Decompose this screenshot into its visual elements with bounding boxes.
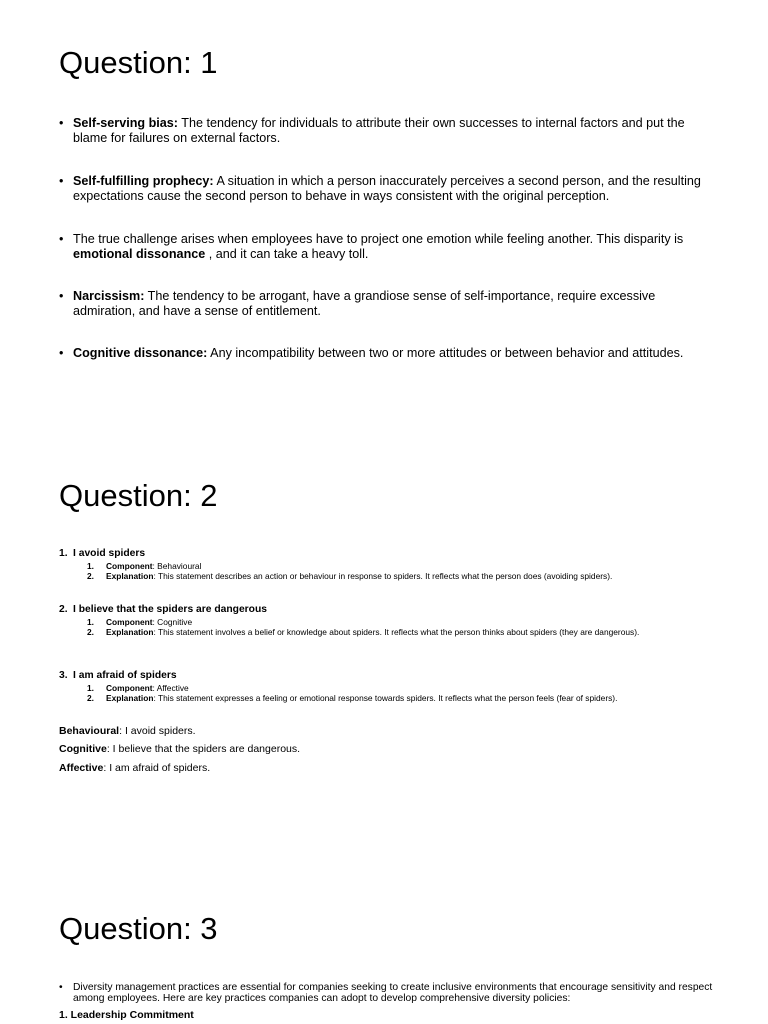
sub-label: Component	[106, 617, 153, 627]
summary-label: Cognitive	[59, 743, 107, 755]
sub-value: : This statement involves a belief or knowledge about spiders. It reflects what the person thinks about spiders (they are dangerous).	[153, 626, 640, 637]
summary-text: : I am afraid of spiders.	[103, 762, 211, 774]
sub-value: : This statement describes an action or behaviour in response to spiders. It reflects what the person does (avoiding spiders).	[153, 570, 613, 581]
question-1-heading: Question: 1	[59, 45, 218, 80]
summary-line	[59, 743, 300, 755]
sub-list	[87, 618, 719, 638]
sub-value: : Cognitive	[152, 617, 193, 627]
term-label: Self-serving bias:	[73, 116, 178, 130]
list-item	[59, 232, 729, 261]
numbered-item	[59, 670, 719, 704]
numbered-item-title	[59, 548, 719, 560]
paragraph-text: Diversity management practices are essential for companies seeking to create inclusive environments that encourage sensitivity and respect among employees. Here are key practices companies can adopt to develop comprehensive diversity policies:	[73, 982, 713, 1004]
sub-number: 1.	[87, 617, 94, 627]
list-item	[59, 289, 719, 318]
summary-line	[59, 762, 210, 774]
bullet-icon: •	[59, 346, 64, 360]
sub-label: Explanation	[106, 692, 154, 703]
bullet-icon: •	[59, 116, 64, 130]
summary-text: : I avoid spiders.	[119, 725, 196, 737]
summary-text: : I believe that the spiders are dangerous.	[106, 743, 301, 755]
term-label: Narcissism:	[73, 289, 145, 303]
sub-number: 1.	[87, 683, 94, 693]
list-item	[59, 982, 719, 1004]
sub-label: Explanation	[106, 570, 154, 581]
list-item	[59, 174, 719, 203]
summary-label: Affective	[59, 762, 104, 774]
sub-number: 1.	[87, 561, 94, 571]
bullet-icon: •	[59, 174, 64, 188]
term-label: Cognitive dissonance:	[73, 346, 208, 360]
sub-label: Explanation	[106, 626, 154, 637]
sub-number: 2.	[87, 692, 94, 703]
bullet-icon: •	[59, 982, 63, 993]
sub-value: : This statement expresses a feeling or emotional response towards spiders. It reflects what the person feels (fear of spiders).	[153, 692, 618, 703]
numbered-item-title	[59, 670, 719, 682]
list-item	[59, 116, 719, 145]
term-label: emotional dissonance	[73, 246, 206, 261]
sub-list	[87, 562, 719, 582]
item-title: I am afraid of spiders	[73, 670, 177, 681]
term-definition: The tendency to be arrogant, have a grandiose sense of self-importance, require excessive admiration, and have a sense of entitlement.	[73, 289, 656, 318]
item-title: I avoid spiders	[73, 548, 146, 559]
question-3-heading: Question: 3	[59, 911, 218, 946]
item-number: 2.	[59, 604, 68, 615]
paragraph-text: , and it can take a heavy toll.	[205, 246, 369, 261]
paragraph-text: The true challenge arises when employees have to project one emotion while feeling another. This disparity is	[73, 232, 684, 246]
item-number: 3.	[59, 670, 68, 681]
numbered-item-title	[59, 604, 719, 616]
sub-list-item	[87, 572, 719, 582]
summary-label: Behavioural	[59, 725, 120, 737]
term-definition: A situation in which a person inaccurately perceives a second person, and the resulting expectations cause the second person to behave in ways consistent with the original perception.	[73, 174, 701, 203]
term-definition: Any incompatibility between two or more attitudes or between behavior and attitudes.	[207, 346, 684, 360]
term-definition: The tendency for individuals to attribute their own successes to internal factors and put the blame for failures on external factors.	[73, 116, 685, 145]
list-item	[59, 346, 719, 361]
sub-label: Component	[106, 683, 153, 693]
sub-list	[87, 684, 719, 704]
sub-list-item	[87, 694, 719, 704]
summary-line	[59, 725, 196, 737]
item-number: 1.	[59, 548, 68, 559]
sub-value: : Affective	[152, 683, 189, 693]
sub-list-item	[87, 628, 666, 638]
numbered-item	[59, 604, 719, 638]
bullet-icon: •	[59, 232, 64, 246]
section-subheading: 1. Leadership Commitment	[59, 1009, 194, 1021]
term-label: Self-fulfilling prophecy:	[73, 174, 214, 188]
sub-number: 2.	[87, 570, 94, 581]
item-title: I believe that the spiders are dangerous	[73, 604, 267, 615]
sub-number: 2.	[87, 626, 94, 637]
sub-label: Component	[106, 561, 153, 571]
bullet-icon: •	[59, 289, 64, 303]
question-2-heading: Question: 2	[59, 478, 218, 513]
numbered-item	[59, 548, 719, 582]
sub-value: : Behavioural	[152, 561, 202, 571]
